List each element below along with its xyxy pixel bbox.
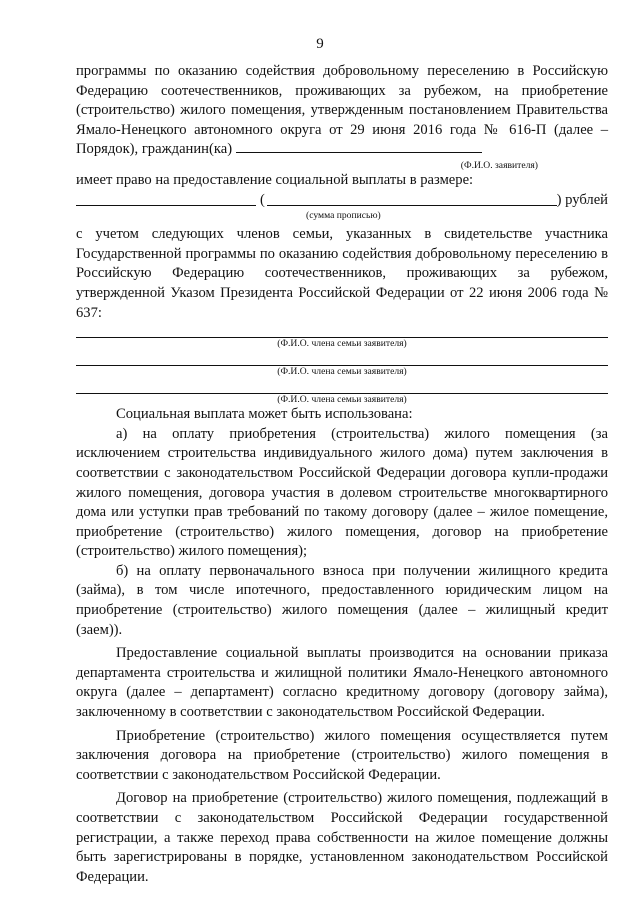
caption-applicant-fio: (Ф.И.О. заявителя) [460,159,538,171]
paragraph-usage-b: б) на оплату первоначального взноса при получении жилищного кредита (займа), в том числе ипотечного, предоставленного юридическим лицом на приобретение (строительство) жилого помещения (далее – жилищный кредит (заем)). [76,562,608,638]
paragraph-program-reference [76,62,608,160]
paragraph-payment-basis: Предоставление социальной выплаты производится на основании приказа департамента строительства и жилищной политики Ямало-Ненецкого автономного округа (далее – департамент) согласно кредитному договору (договору займа), заключенному в соответствии с законодательством Российской Федерации. [76,645,608,721]
caption-family-member-1: (Ф.И.О. члена семьи заявителя) [277,338,407,350]
paragraph-usage-intro: Социальная выплата может быть использована: [116,406,413,423]
open-paren: ( [260,191,265,208]
paragraph-acquisition: Приобретение (строительство) жилого помещения осуществляется путем заключения договора на приобретение (строительство) жилого помещения в соответствии с законодательством Российской Федерации. [76,727,608,783]
document-body [76,62,608,887]
family-member-line-2 [76,349,608,366]
close-paren-rubles: ) рублей [556,191,608,208]
paragraph-entitlement: имеет право на предоставление социальной выплаты в размере: [76,171,474,188]
paragraph-text: программы по оказанию содействия добровольному переселению в Российскую Федерацию соотечественников, проживающих за рубежом, на приобретение (строительство) жилого помещения, утвержденным постановлением Правительства Ямало-Ненецкого автономного округа от 29 июня 2016 года № 616-П (далее – Порядок), гражданин(ка) [76,63,608,158]
amount-digits-blank [76,191,256,206]
amount-line [76,191,608,211]
applicant-name-blank [236,140,482,153]
paragraph-usage-a: а) на оплату приобретения (строительства) жилого помещения (за исключением строительства индивидуального жилого дома) путем заключения в соответствии с законодательством Российской Федерации договора купли-продажи жилого помещения, договора участия в долевом строительстве многоквартирного дома или уступки прав требований по такому договору (далее – жилое помещение, приобретение (строительство) жилого помещения, договор на приобретение (строительство) жилого помещения); [76,425,608,560]
caption-family-member-3: (Ф.И.О. члена семьи заявителя) [277,394,407,406]
page-number: 9 [316,36,324,52]
caption-family-member-2: (Ф.И.О. члена семьи заявителя) [277,366,407,378]
paragraph-family-members: с учетом следующих членов семьи, указанных в свидетельстве участника Государственной программы по оказанию содействия добровольному переселению в Российскую Федерацию соотечественников, проживающих за рубежом, утвержденной Указом Президента Российской Федерации от 22 июня 2006 года № 637: [76,226,608,321]
family-member-line-3 [76,377,608,394]
amount-words-blank [267,191,557,206]
family-member-line-1 [76,323,608,338]
paragraph-registration: Договор на приобретение (строительство) жилого помещения, подлежащий в соответствии с законодательством Российской Федерации государственной регистрации, а также переход права собственности на жилое помещение должны быть зарегистрированы в порядке, установленном законодательством Российской Федерации. [76,790,608,885]
caption-amount: (сумма прописью) [306,210,381,222]
